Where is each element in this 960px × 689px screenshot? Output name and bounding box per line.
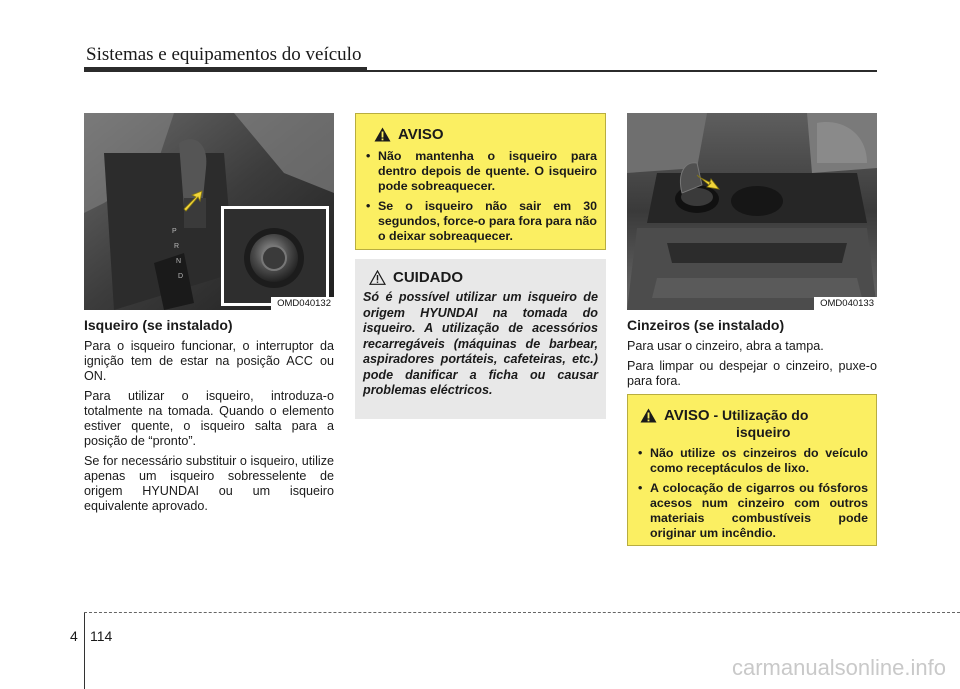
header-rule-thin bbox=[367, 70, 877, 72]
list-item: • A colocação de cigarros ou fósforos acesos num cinzeiro com outros materiais combustíveis pode originar um incêndio. bbox=[636, 481, 868, 541]
list-item: • Não utilize os cinzeiros do veículo como receptáculos de lixo. bbox=[636, 446, 868, 476]
aviso-box-ashtray bbox=[627, 394, 877, 546]
section-title-lighter: Isqueiro (se instalado) bbox=[84, 317, 233, 333]
header-rule-thick bbox=[84, 67, 367, 72]
svg-text:R: R bbox=[174, 243, 180, 250]
aviso-box-lighter bbox=[355, 113, 606, 250]
caution-triangle-icon bbox=[369, 270, 386, 285]
ashtray-photo-illustration bbox=[627, 113, 877, 310]
aviso-heading-text: AVISO bbox=[664, 407, 710, 424]
cuidado-heading-text: CUIDADO bbox=[393, 269, 463, 286]
lighter-photo-illustration bbox=[84, 113, 334, 310]
photo-caption: OMD040133 bbox=[814, 297, 877, 310]
list-item: • Se o isqueiro não sair em 30 segundos, force-o para fora para não o deixar sobreaquecer. bbox=[364, 199, 597, 244]
paragraph: Para o isqueiro funcionar, o interruptor da ignição tem de estar na posição ACC ou ON. bbox=[84, 339, 334, 383]
left-column bbox=[84, 318, 334, 519]
svg-text:N: N bbox=[176, 258, 182, 265]
list-item: • Não mantenha o isqueiro para dentro depois de quente. O isqueiro pode sobreaquecer. bbox=[364, 149, 597, 194]
paragraph: Para limpar ou despejar o cinzeiro, puxe-o para fora. bbox=[627, 359, 877, 388]
page-number: 114 bbox=[90, 628, 113, 644]
paragraph: Se for necessário substituir o isqueiro, utilize apenas um isqueiro sobresselente de origem HYUNDAI ou um isqueiro equivalente aprovado. bbox=[84, 454, 334, 513]
aviso-heading-text: AVISO bbox=[398, 126, 444, 143]
right-column bbox=[627, 318, 877, 394]
lighter-photo bbox=[84, 113, 334, 310]
cuidado-heading bbox=[369, 269, 598, 286]
warning-triangle-icon bbox=[374, 127, 391, 142]
photo-caption: OMD040132 bbox=[271, 297, 334, 310]
footer-vertical-rule bbox=[84, 612, 85, 689]
aviso-list bbox=[636, 446, 868, 541]
footer-dashed-rule bbox=[84, 612, 960, 613]
cuidado-text: Só é possível utilizar um isqueiro de origem HYUNDAI na tomada do isqueiro. A utilização de acessórios recarregáveis (máquinas de barbear, aspiradores portáteis, cafeteiras, etc.) pode danificar a ficha ou causar problemas eléctricos. bbox=[363, 290, 598, 397]
section-title-ashtray: Cinzeiros (se instalado) bbox=[627, 317, 785, 333]
warning-triangle-icon bbox=[640, 408, 657, 423]
paragraph: Para usar o cinzeiro, abra a tampa. bbox=[627, 339, 824, 353]
cuidado-box bbox=[355, 259, 606, 419]
watermark: carmanualsonline.info bbox=[731, 655, 946, 680]
aviso-heading bbox=[374, 126, 597, 143]
aviso-list bbox=[364, 149, 597, 244]
aviso-heading-subtitle-line2: isqueiro bbox=[736, 424, 791, 440]
ashtray-photo bbox=[627, 113, 877, 310]
page-chapter: 4 bbox=[70, 628, 78, 644]
svg-text:D: D bbox=[178, 273, 184, 280]
aviso-heading-subtitle: - Utilização do bbox=[709, 407, 809, 423]
svg-text:P: P bbox=[172, 228, 177, 235]
aviso-heading bbox=[640, 407, 868, 440]
paragraph: Para utilizar o isqueiro, introduza-o totalmente na tomada. Quando o elemento estiver quente, o isqueiro salta para a posição de “pronto”. bbox=[84, 389, 334, 448]
header-title: Sistemas e equipamentos do veículo bbox=[86, 44, 362, 65]
